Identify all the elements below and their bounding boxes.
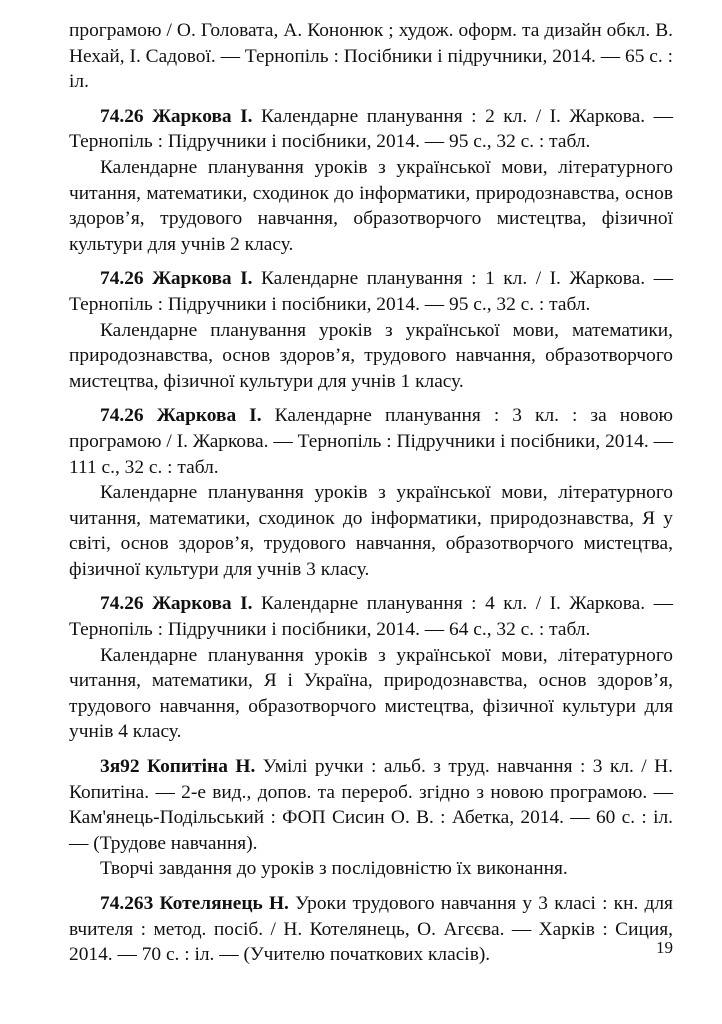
entry-description: Календарне планування уроків з української мови, літературного читання, математики, Я і Україна, природознавства, основ здоров’я, трудового навчання, образотворчого мистецтва, фізичної культури для учнів 4 класу. — [69, 644, 673, 743]
entry-text: Уроки трудового навчання у 3 класі : кн. для вчителя : метод. посіб. / Н. Котелянець, О. Агєєва. — Харків : Сиция, 2014. — 70 с. : іл. — (Учителю початкових класів). — [69, 893, 673, 966]
bibliography-entry — [69, 403, 673, 582]
entry-author: Жаркова І. — [152, 268, 253, 290]
entry-description: Календарне планування уроків з української мови, літературного читання, математики, сходинок до інформатики, природознавства, Я у світі, основ здоров’я, трудового навчання, образотворчого мистецтва, фізичної культури для учнів 3 класу. — [69, 482, 673, 580]
entry-author: Жаркова І. — [156, 405, 262, 427]
entry-heading — [69, 266, 673, 317]
continuation-entry — [69, 18, 673, 95]
entry-author: Жаркова І. — [152, 593, 253, 615]
entry-code: 74.26 — [100, 405, 144, 427]
bibliography-entry — [69, 266, 673, 394]
entry-text: Умілі ручки : альб. з труд. навчання : 3 кл. / Н. Копитіна. — 2-е вид., допов. та перероб. згідно з новою програмою. — Кам'янець-Подільський : ФОП Сисин О. В. : Абетка, 2014. — 60 с. : іл. — (Трудове навчання). — [69, 756, 673, 854]
entry-heading — [69, 403, 673, 480]
entry-text: Календарне планування : 4 кл. / І. Жаркова. — Тернопіль : Підручники і посібники, 2014. — 64 с., 32 с. : табл. — [69, 593, 673, 641]
entry-text: Календарне планування : 2 кл. / І. Жаркова. — Тернопіль : Підручники і посібники, 2014. — 95 с., 32 с. : табл. — [69, 105, 673, 153]
entry-description: Творчі завдання до уроків з послідовністю їх виконання. — [100, 858, 568, 880]
entry-author: Копитіна Н. — [147, 756, 256, 778]
bibliography-entry — [69, 891, 673, 968]
entry-heading — [69, 754, 673, 856]
entry-description: Календарне планування уроків з української мови, математики, природознавства, основ здоров’я, трудового навчання, образотворчого мистецтва, фізичної культури для учнів 1 класу. — [69, 319, 673, 392]
page-number: 19 — [656, 938, 673, 957]
entry-heading — [69, 891, 673, 968]
bibliography-entry — [69, 591, 673, 745]
entry-code: 3я92 — [100, 756, 140, 778]
entry-heading — [69, 104, 673, 155]
entry-text: Календарне планування : 1 кл. / І. Жаркова. — Тернопіль : Підручники і посібники, 2014. — 95 с., 32 с. : табл. — [69, 268, 673, 315]
continuation-text: програмою / О. Головата, А. Кононюк ; худож. оформ. та дизайн обкл. В. Нехай, І. Садової. — Тернопіль : Посібники і підручники, 2014. — 65 с. : іл. — [69, 20, 673, 93]
document-page — [69, 18, 673, 968]
entry-code: 74.26 — [100, 268, 144, 290]
entry-code: 74.26 — [100, 593, 144, 615]
bibliography-entry — [69, 754, 673, 882]
entry-code: 74.26 — [100, 105, 144, 127]
entry-code: 74.263 — [100, 893, 154, 914]
entry-text: Календарне планування : 3 кл. : за новою програмою / І. Жаркова. — Тернопіль : Підручники і посібники, 2014. — 111 с., 32 с. : табл. — [69, 405, 673, 478]
entry-author: Котелянець Н. — [159, 893, 289, 914]
entry-heading — [69, 591, 673, 642]
entry-description: Календарне планування уроків з української мови, літературного читання, математики, сходинок до інформатики, природознавства, основ здоров’я, трудового навчання, образотворчого мистецтва, фізичної культури для учнів 2 класу. — [69, 156, 673, 255]
bibliography-entry — [69, 104, 673, 258]
entry-author: Жаркова І. — [152, 105, 253, 127]
